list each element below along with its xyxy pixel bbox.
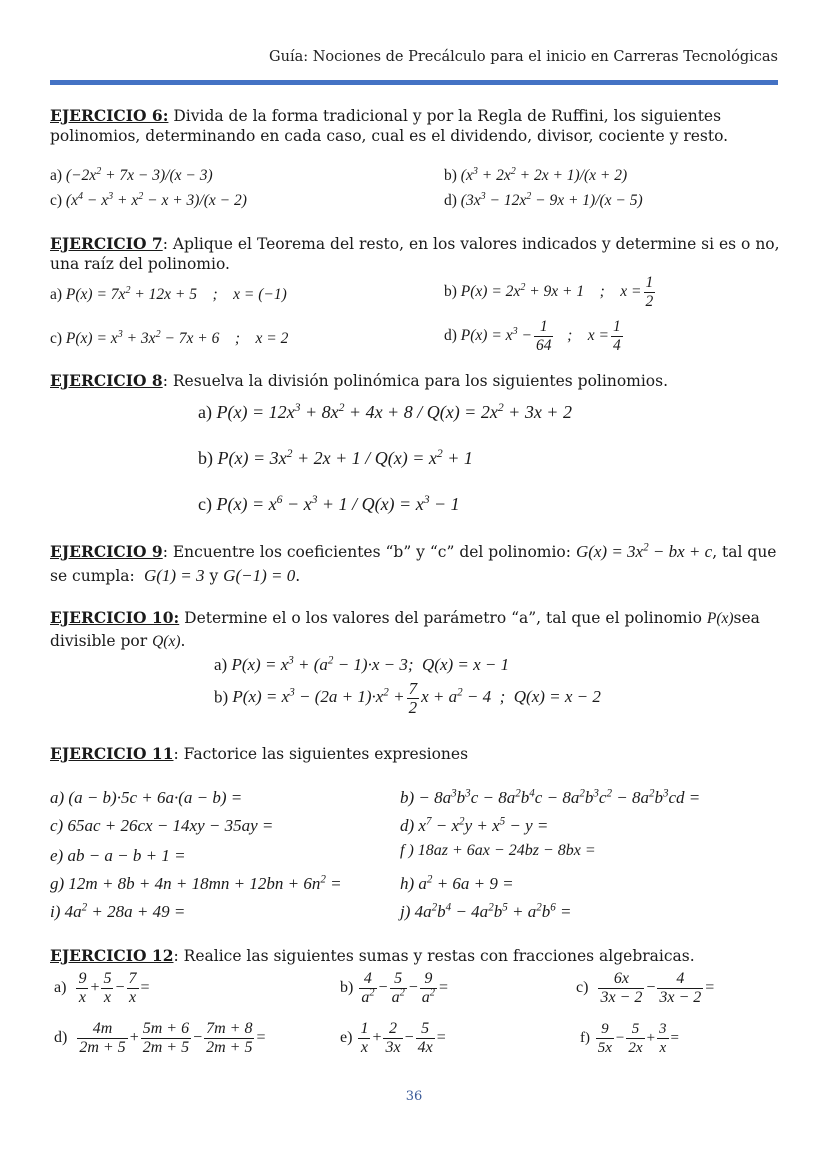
ej7-item-d: d) $P(x) = x^3$ − $\frac{1}{64}$ ; x = $\frac{1}{4}$ [444, 318, 621, 354]
exercise-8-text: : Resuelva la división polinómica para los siguientes polinomios. [162, 372, 669, 390]
exercise-7-statement [50, 234, 780, 274]
exercise-7-text: : Aplique el Teorema del resto, en los valores indicados y determine si es o no, una raíz del polinomio. [50, 235, 780, 273]
ej8-item-c: c) $P(x) = x^6 - x^3 + 1 / Q(x) = x^3 - 1$ [198, 493, 460, 514]
ej11-item-b: $b) - 8a^3b^3c - 8a^2b^4c - 8a^2b^3c^2 - 8a^2b^3cd$ = [400, 787, 701, 807]
exercise-10-heading: EJERCICIO 10: [50, 608, 180, 627]
ej10-item-a: a) $P(x) = x^3 + (a^2 - 1)\cdot x - 3$; Q(x) = x − 1 [214, 654, 510, 674]
ej12-item-d: d) $\frac{4m}{2m + 5}$ + $\frac{5m + 6}{2m + 5}$ − $\frac{7m + 8}{2m + 5}$ = [54, 1020, 266, 1056]
ej12-item-a: a) $\frac{9}{x}$ + $\frac{5}{x}$ − $\frac{7}{x}$ = [54, 970, 150, 1006]
ej9-condition-1: G(1) = 3 [139, 566, 205, 585]
exercise-6-heading: EJERCICIO 6: [50, 106, 169, 125]
ej10-item-b: b) $P(x) = x^3 - (2a + 1)\cdot x^2$ + $\frac{7}{2}$ $x + a^2 - 4$ ; Q(x) = x − 2 [214, 679, 601, 717]
ej7-item-b: b) $P(x) = 2x^2 + 9x + 1$ ; x = $\frac{1}{2}$ [444, 274, 654, 310]
ej9-joiner: y [209, 567, 219, 585]
ej11-item-h: h) $a^2 + 6a + 9$ = [400, 873, 514, 893]
exercise-11-statement [50, 744, 780, 764]
exercise-10-statement: EJERCICIO 10: Determine el o los valores del parámetro “a”, tal que el polinomio P(x)sea divisible por Q(x). [50, 608, 760, 650]
exercise-6-statement [50, 106, 780, 146]
exercise-11-heading: EJERCICIO 11 [50, 744, 174, 763]
exercise-12-statement [50, 946, 780, 966]
exercise-7-heading: EJERCICIO 7 [50, 234, 163, 253]
page-header: Guía: Nociones de Precálculo para el inicio en Carreras Tecnológicas [269, 49, 778, 65]
ej6-item-b: b) $(x^3 + 2x^2 + 2x + 1)/(x + 2)$ [444, 165, 628, 184]
exercise-8-statement [50, 371, 780, 391]
ej6-item-d: d) $(3x^3 - 12x^2 - 9x + 1)/(x - 5)$ [444, 190, 643, 209]
ej12-item-e: e) $\frac{1}{x}$ + $\frac{2}{3x}$ − $\frac{5}{4x}$ = [340, 1020, 446, 1056]
ej12-item-b: b) $\frac{4}{a^2}$ − $\frac{5}{a^2}$ − $\frac{9}{a^2}$ = [340, 970, 449, 1006]
ej11-item-c: c) 65ac + 26cx − 14xy − 35ay = [50, 816, 274, 835]
exercise-9-heading: EJERCICIO 9 [50, 542, 163, 561]
ej9-condition-2: G(−1) = 0 [223, 566, 296, 585]
ej11-item-g: g) $12m + 8b + 4n + 18mn + 12bn + 6n^2$ = [50, 873, 342, 893]
ej10-q: Q(x) [152, 633, 181, 650]
ej7-item-c: c) $P(x) = x^3 + 3x^2 - 7x + 6$ ; x = 2 [50, 328, 289, 347]
ej9-polynomial: $G(x) = 3x^2$ − bx + c [575, 541, 713, 561]
ej11-item-i: i) $4a^2 + 28a + 49$ = [50, 901, 186, 921]
ej11-item-d: d) $x^7 - x^2y + x^5 - y$ = [400, 815, 549, 835]
exercise-10-text: Determine el o los valores del parámetro “a”, tal que el polinomio [179, 609, 702, 627]
header-divider [50, 80, 778, 85]
exercise-9-text: : Encuentre los coeficientes “b” y “c” del polinomio: [162, 543, 571, 561]
exercise-9-statement: EJERCICIO 9: Encuentre los coeficientes “b” y “c” del polinomio: $G(x) = 3x^2$ − bx + c, tal que se cumpla: G(1) = 3 y G(−1) = 0. [50, 541, 777, 585]
ej12-item-c: c) $\frac{6x}{3x - 2}$ − $\frac{4}{3x - 2}$ = [576, 970, 715, 1006]
ej10-p: P(x) [706, 610, 734, 627]
exercise-12-heading: EJERCICIO 12 [50, 946, 174, 965]
ej11-item-a: a) (a − b)·5c + 6a·(a − b) = [50, 788, 243, 807]
ej8-item-a: a) $P(x) = 12x^3 + 8x^2 + 4x + 8 / Q(x) = 2x^2 + 3x + 2$ [198, 401, 572, 422]
page-number: 36 [405, 1089, 423, 1104]
ej11-item-e: e) ab − a − b + 1 = [50, 846, 186, 865]
exercise-9-text2: , tal que se cumpla: [50, 543, 777, 585]
ej11-item-f: f ) 18az + 6ax − 24bz − 8bx = [400, 842, 596, 859]
ej7-item-a: a) $P(x) = 7x^2 + 12x + 5$ ; x = (−1) [50, 284, 287, 303]
ej6-item-a: a) $(-2x^2 + 7x - 3)/(x - 3)$ [50, 165, 213, 184]
ej8-item-b: b) $P(x) = 3x^2 + 2x + 1 / Q(x) = x^2 + 1$ [198, 447, 473, 468]
exercise-8-heading: EJERCICIO 8 [50, 371, 163, 390]
ej11-item-j: j) $4a^2b^4 - 4a^2b^5 + a^2b^6$ = [400, 901, 572, 921]
exercise-12-text: : Realice las siguientes sumas y restas con fracciones algebraicas. [173, 947, 695, 965]
ej6-item-c: c) $(x^4 - x^3 + x^2 - x + 3)/(x - 2)$ [50, 190, 247, 209]
exercise-11-text: : Factorice las siguientes expresiones [173, 745, 469, 763]
exercise-6-text: Divida de la forma tradicional y por la Regla de Ruffini, los siguientes polinomios, determinando en cada caso, cual es el dividendo, divisor, cociente y resto. [50, 107, 729, 145]
exercise-10-text2: sea divisible por [50, 609, 760, 650]
ej12-item-f: f) $\frac{9}{5x}$ − $\frac{5}{2x}$ + $\frac{3}{x}$ = [580, 1021, 679, 1056]
